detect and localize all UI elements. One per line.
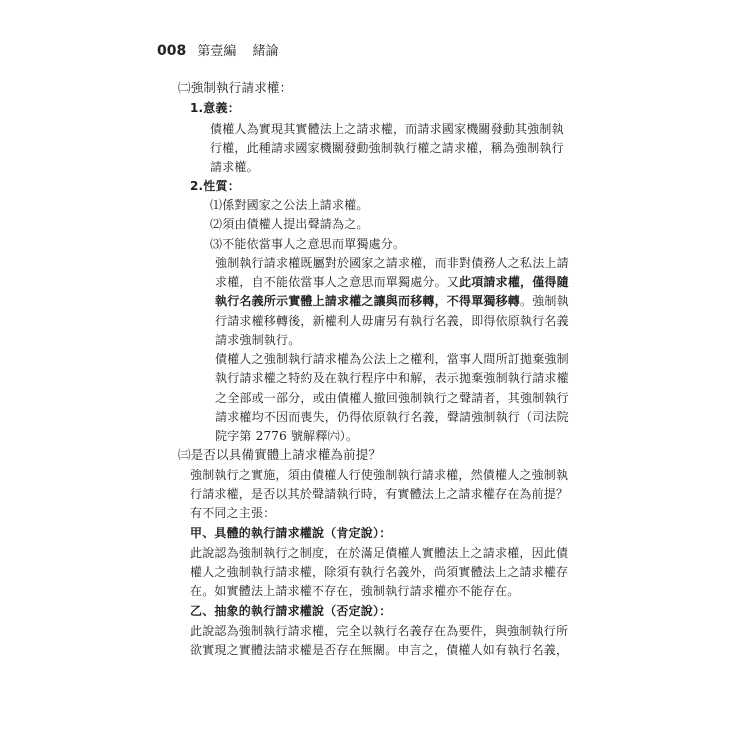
text-segment: 執行請求權之特約及在執行程序中和解，表示拋棄強制執行請求權 xyxy=(215,371,569,385)
text-segment: 行請求權移轉後，新權利人毋庸另有執行名義，即得依原執行名義 xyxy=(215,314,569,328)
text-segment: 求權，自不能依當事人之意思而單獨處分。又 xyxy=(215,275,460,289)
text-line xyxy=(190,545,568,561)
text-segment: 。強制執 xyxy=(520,294,569,308)
text-line xyxy=(210,216,369,232)
text-line xyxy=(210,140,564,156)
text-line xyxy=(190,623,568,639)
text-segment: 欲實現之實體法請求權是否存在無關。申言之，債權人如有執行名義， xyxy=(190,643,569,657)
text-line xyxy=(210,197,369,213)
text-segment: 院字第 2776 號解釋㈥）。 xyxy=(215,429,359,443)
text-segment: 有不同之主張： xyxy=(190,506,276,520)
text-segment: 行權，此種請求國家機關發動強制執行權之請求權，稱為強制執行 xyxy=(210,141,564,155)
text-segment: 請求權。 xyxy=(210,160,259,174)
text-segment: 權人之強制執行請求權，除須有執行名義外，尚須實體法上之請求權存 xyxy=(190,565,569,579)
text-line xyxy=(178,447,381,463)
text-segment: 之全部或一部分，或由債權人撤回強制執行之聲請者，其強制執行 xyxy=(215,391,569,405)
text-line xyxy=(190,583,519,599)
text-line xyxy=(190,564,568,580)
text-segment: 行請求權，是否以其於聲請執行時，有實體法上之請求權存在為前提？ xyxy=(190,487,569,501)
text-segment: ㈢是否以具備實體上請求權為前提？ xyxy=(178,447,382,462)
text-line xyxy=(215,390,569,406)
text-line xyxy=(215,370,569,386)
text-segment: 請求強制執行。 xyxy=(215,333,301,347)
text-line xyxy=(215,351,569,367)
bold-text-segment: 執行名義所示實體上請求權之讓與而移轉，不得單獨移轉 xyxy=(215,294,521,308)
text-line xyxy=(215,332,300,348)
text-line xyxy=(215,428,358,444)
text-segment: 甲、具體的執行請求權說（肯定說）： xyxy=(190,526,392,540)
text-line xyxy=(190,486,568,502)
text-line xyxy=(210,121,564,137)
text-segment: ⑴係對國家之公法上請求權。 xyxy=(210,198,369,212)
text-line xyxy=(190,642,568,658)
text-segment: 強制執行請求權既屬對於國家之請求權，而非對債務人之私法上請 xyxy=(215,256,569,270)
text-line xyxy=(190,603,391,619)
text-line xyxy=(178,80,292,96)
text-segment: ⑶不能依當事人之意思而單獨處分。 xyxy=(210,237,406,251)
bold-text-segment: 此項請求權，僅得隨 xyxy=(459,275,569,289)
text-line xyxy=(215,274,569,290)
text-segment: 乙、抽象的執行請求權說（否定說）： xyxy=(190,604,392,618)
text-line xyxy=(210,159,259,175)
text-line xyxy=(190,525,391,541)
page-header xyxy=(157,40,279,59)
text-line xyxy=(215,409,569,425)
text-segment: 此說認為強制執行請求權，完全以執行名義存在為要件，與強制執行所 xyxy=(190,624,569,638)
text-segment: 此說認為強制執行之制度，在於滿足債權人實體法上之請求權，因此債 xyxy=(190,546,569,560)
text-segment: 1.意義： xyxy=(190,101,240,115)
text-line xyxy=(190,178,240,194)
part-label: 第壹編 xyxy=(197,44,237,59)
text-line xyxy=(190,100,240,116)
text-line xyxy=(215,313,569,329)
page-number: 008 xyxy=(157,43,187,59)
text-segment: 強制執行之實施，須由債權人行使強制執行請求權，然債權人之強制執 xyxy=(190,468,569,482)
text-line xyxy=(215,293,569,309)
text-line xyxy=(190,505,275,521)
chapter-label: 緒論 xyxy=(252,44,279,59)
text-segment: 2.性質： xyxy=(190,179,240,193)
text-line xyxy=(190,467,568,483)
text-segment: ㈡強制執行請求權： xyxy=(178,80,293,95)
text-segment: 請求權均不因而喪失，仍得依原執行名義，聲請強制執行（司法院 xyxy=(215,410,569,424)
text-segment: 債權人為實現其實體法上之請求權，而請求國家機關發動其強制執 xyxy=(210,122,564,136)
text-segment: 債權人之強制執行請求權為公法上之權利，當事人間所訂拋棄強制 xyxy=(215,352,569,366)
text-line xyxy=(215,255,569,271)
text-segment: ⑵須由債權人提出聲請為之。 xyxy=(210,217,369,231)
text-segment: 在。如實體法上請求權不存在，強制執行請求權亦不能存在。 xyxy=(190,584,520,598)
text-line xyxy=(210,236,405,252)
